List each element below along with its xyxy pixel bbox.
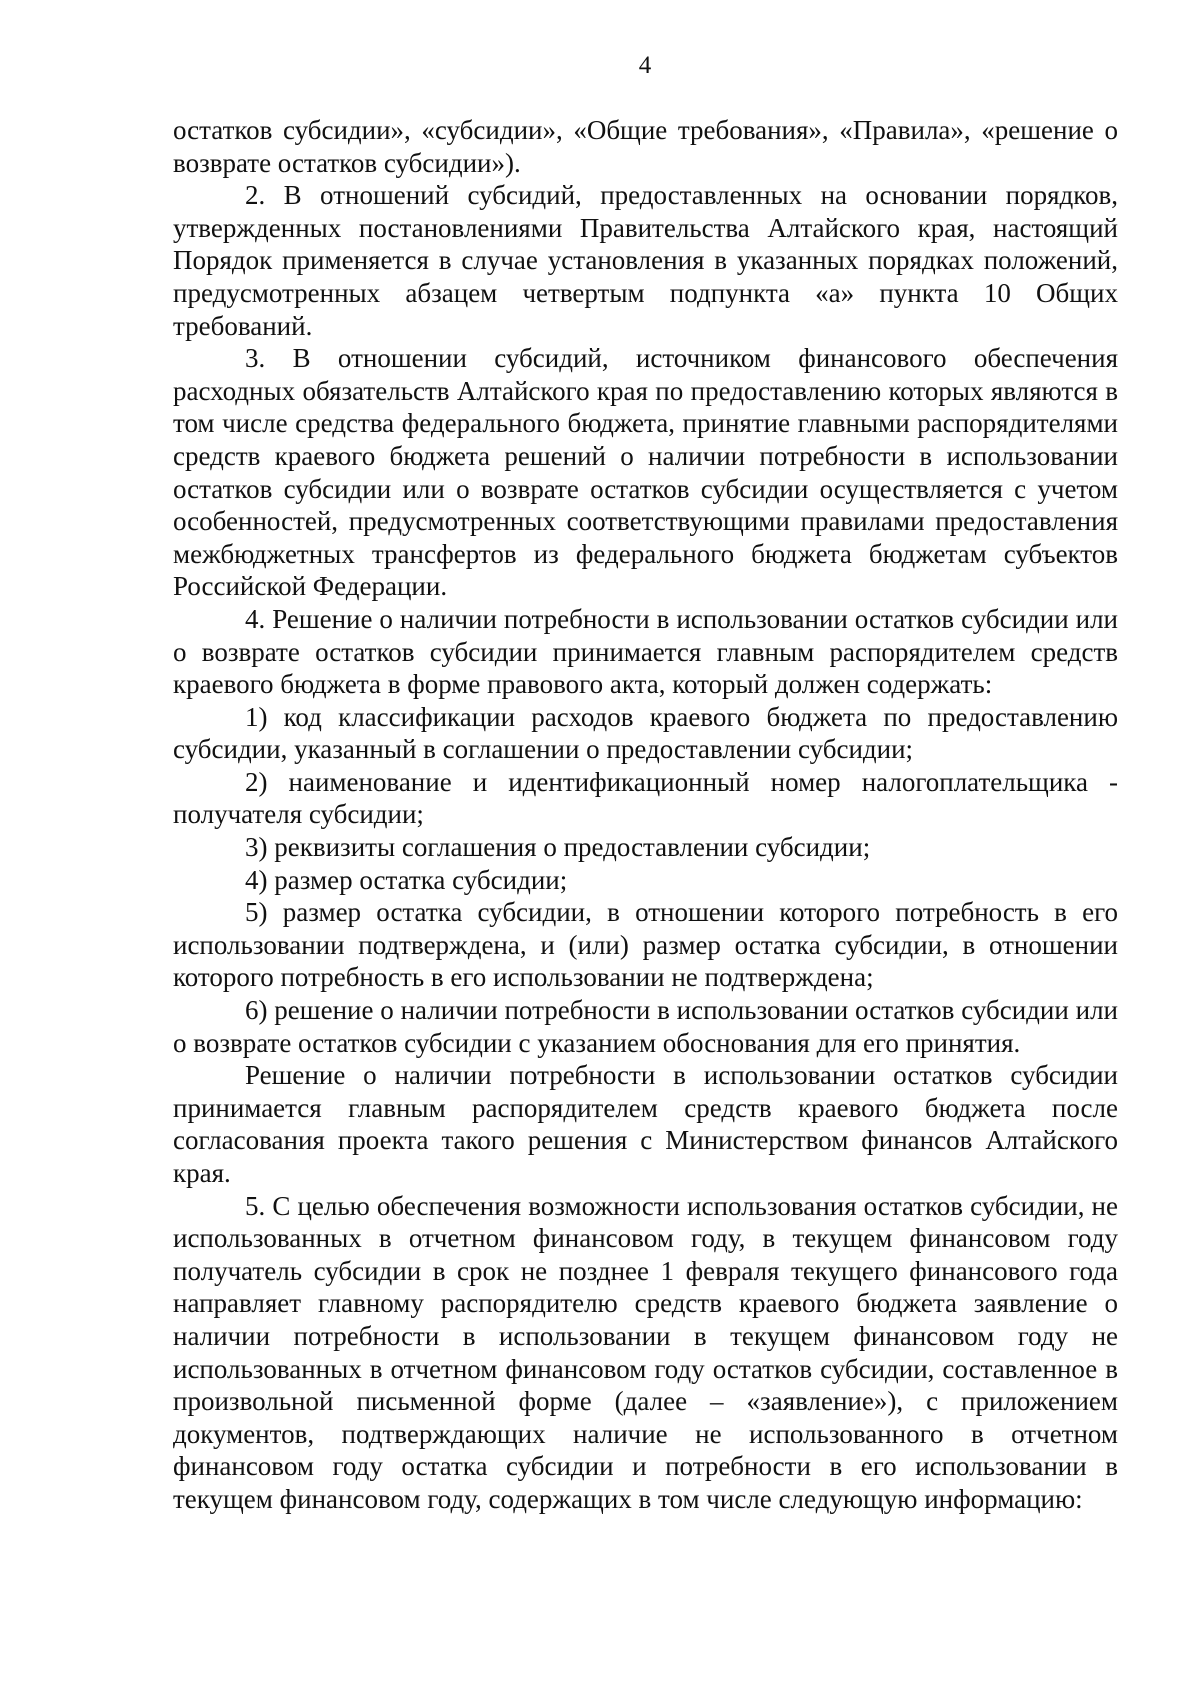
paragraph-item-3: 3. В отношении субсидий, источником финансового обеспечения расходных обязательств Алтайского края по предоставлению которых являются в том числе средства федерального бюджета, принятие главными распорядителями средств краевого бюджета решений о наличии потребности в использовании остатков субсидии или о возврате остатков субсидии осуществляется с учетом особенностей, предусмотренных соответствующими правилами предоставления межбюджетных трансфертов из федерального бюджета бюджетам субъектов Российской Федерации. xyxy=(173,343,1118,602)
list-item-1: 1) код классификации расходов краевого бюджета по предоставлению субсидии, указанный в соглашении о предоставлении субсидии; xyxy=(173,701,1118,765)
list-item-5: 5) размер остатка субсидии, в отношении которого потребность в его использовании подтверждена, и (или) размер остатка субсидии, в отношении которого потребность в его использовании не подтверждена; xyxy=(173,897,1118,993)
paragraph-approval: Решение о наличии потребности в использовании остатков субсидии принимается главным распорядителем средств краевого бюджета после согласования проекта такого решения с Министерством финансов Алтайского края. xyxy=(173,1060,1118,1188)
paragraph-item-2: 2. В отношений субсидий, предоставленных на основании порядков, утвержденных постановлениями Правительства Алтайского края, настоящий Порядок применяется в случае установления в указанных порядках положений, предусмотренных абзацем четвертым подпункта «а» пункта 10 Общих требований. xyxy=(173,180,1118,341)
list-item-6: 6) решение о наличии потребности в использовании остатков субсидии или о возврате остатков субсидии с указанием обоснования для его принятия. xyxy=(173,995,1118,1058)
paragraph-continuation: остатков субсидии», «субсидии», «Общие требования», «Правила», «решение о возврате остатков субсидии»). xyxy=(173,115,1118,178)
document-body xyxy=(173,114,1118,1516)
paragraph-item-4: 4. Решение о наличии потребности в использовании остатков субсидии или о возврате остатков субсидии принимается главным распорядителем средств краевого бюджета в форме правового акта, который должен содержать: xyxy=(173,603,1118,700)
paragraph-item-5: 5. С целью обеспечения возможности использования остатков субсидии, не использованных в отчетном финансовом году, в текущем финансовом году получатель субсидии в срок не позднее 1 февраля текущего финансового года направляет главному распорядителю средств краевого бюджета заявление о наличии потребности в использовании в текущем финансовом году не использованных в отчетном финансовом году остатков субсидии, составленное в произвольной письменной форме (далее – «заявление»), с приложением документов, подтверждающих наличие не использованного в отчетном финансовом году остатка субсидии и потребности в его использовании в текущем финансовом году, содержащих в том числе следующую информацию: xyxy=(173,1190,1118,1514)
list-item-2: 2) наименование и идентификационный номер налогоплательщика - получателя субсидии; xyxy=(173,766,1118,830)
list-item-4: 4) размер остатка субсидии; xyxy=(245,864,568,895)
page-number: 4 xyxy=(638,52,652,79)
list-item-3: 3) реквизиты соглашения о предоставлении субсидии; xyxy=(245,832,871,863)
